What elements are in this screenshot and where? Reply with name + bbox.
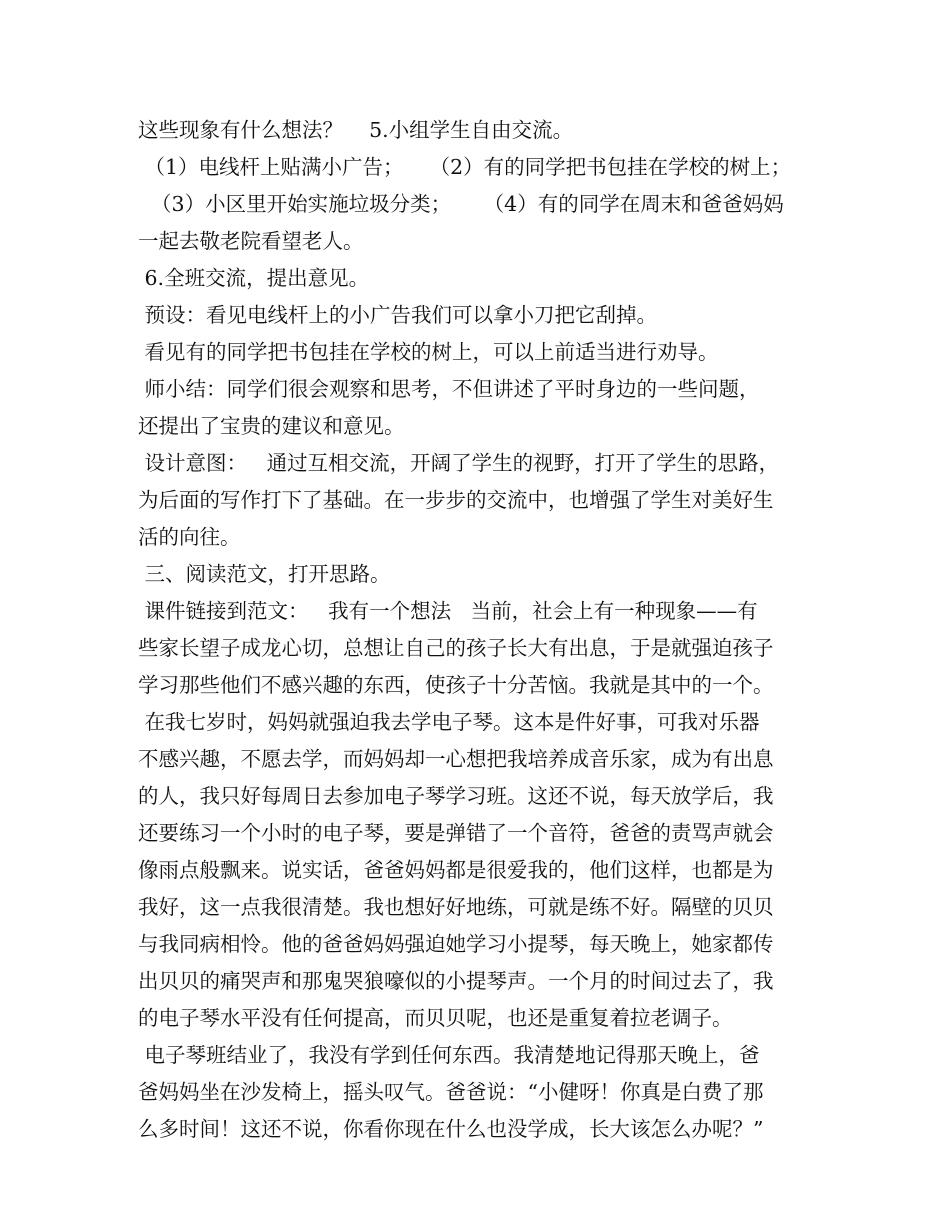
text-line: 师小结：同学们很会观察和思考，不但讲述了平时身边的一些问题， (138, 377, 760, 401)
text-line: 还要练习一个小时的电子琴，要是弹错了一个音符，爸爸的责骂声就会 (138, 821, 774, 845)
text-line: 看见有的同学把书包挂在学校的树上，可以上前适当进行劝导。 (138, 340, 719, 364)
text-line: 预设：看见电线杆上的小广告我们可以拿小刀把它刮掉。 (138, 303, 658, 327)
text-line: 不感兴趣，不愿去学，而妈妈却一心想把我培养成音乐家，成为有出息 (138, 747, 774, 771)
body-text (138, 112, 828, 1148)
text-line: 这些现象有什么想法？ 5.小组学生自由交流。 (138, 118, 574, 142)
text-line: 课件链接到范文： 我有一个想法 当前，社会上有一种现象——有 (138, 599, 758, 623)
text-line: 一起去敬老院看望老人。 (138, 229, 364, 253)
text-line: 还提出了宝贵的建议和意见。 (138, 414, 405, 438)
text-line: 些家长望子成龙心切，总想让自己的孩子长大有出息，于是就强迫孩子 (138, 636, 774, 660)
text-line: 为后面的写作打下了基础。在一步步的交流中，也增强了学生对美好生 (138, 488, 774, 512)
text-line: 学习那些他们不感兴趣的东西，使孩子十分苦恼。我就是其中的一个。 (138, 673, 774, 697)
text-line: （1）电线杆上贴满小广告； （2）有的同学把书包挂在学校的树上； (138, 155, 792, 179)
text-line: 的电子琴水平没有任何提高，而贝贝呢，也还是重复着拉老调子。 (138, 1006, 733, 1030)
text-line: 在我七岁时，妈妈就强迫我去学电子琴。这本是件好事，可我对乐器 (138, 710, 760, 734)
text-line: 像雨点般飘来。说实话，爸爸妈妈都是很爱我的，他们这样，也都是为 (138, 858, 774, 882)
text-line: 爸妈妈坐在沙发椅上，摇头叹气。爸爸说：“小健呀！你真是白费了那 (138, 1080, 764, 1104)
text-line: 6.全班交流，提出意见。 (138, 266, 370, 290)
text-line: （3）小区里开始实施垃圾分类； （4）有的同学在周末和爸爸妈妈 (138, 192, 784, 216)
text-line: 设计意图： 通过互相交流，开阔了学生的视野，打开了学生的思路， (138, 451, 780, 475)
text-line: 么多时间！这还不说，你看你现在什么也没学成，长大该怎么办呢？” (138, 1117, 764, 1141)
text-line: 三、阅读范文，打开思路。 (138, 562, 391, 586)
text-line: 的人，我只好每周日去参加电子琴学习班。这还不说，每天放学后，我 (138, 784, 774, 808)
text-line: 电子琴班结业了，我没有学到任何东西。我清楚地记得那天晚上，爸 (138, 1043, 760, 1067)
text-line: 我好，这一点我很清楚。我也想好好地练，可就是练不好。隔壁的贝贝 (138, 895, 774, 919)
text-line: 活的向往。 (138, 525, 241, 549)
text-line: 与我同病相怜。他的爸爸妈妈强迫她学习小提琴，每天晚上，她家都传 (138, 932, 774, 956)
text-line: 出贝贝的痛哭声和那鬼哭狼嚎似的小提琴声。一个月的时间过去了，我 (138, 969, 774, 993)
